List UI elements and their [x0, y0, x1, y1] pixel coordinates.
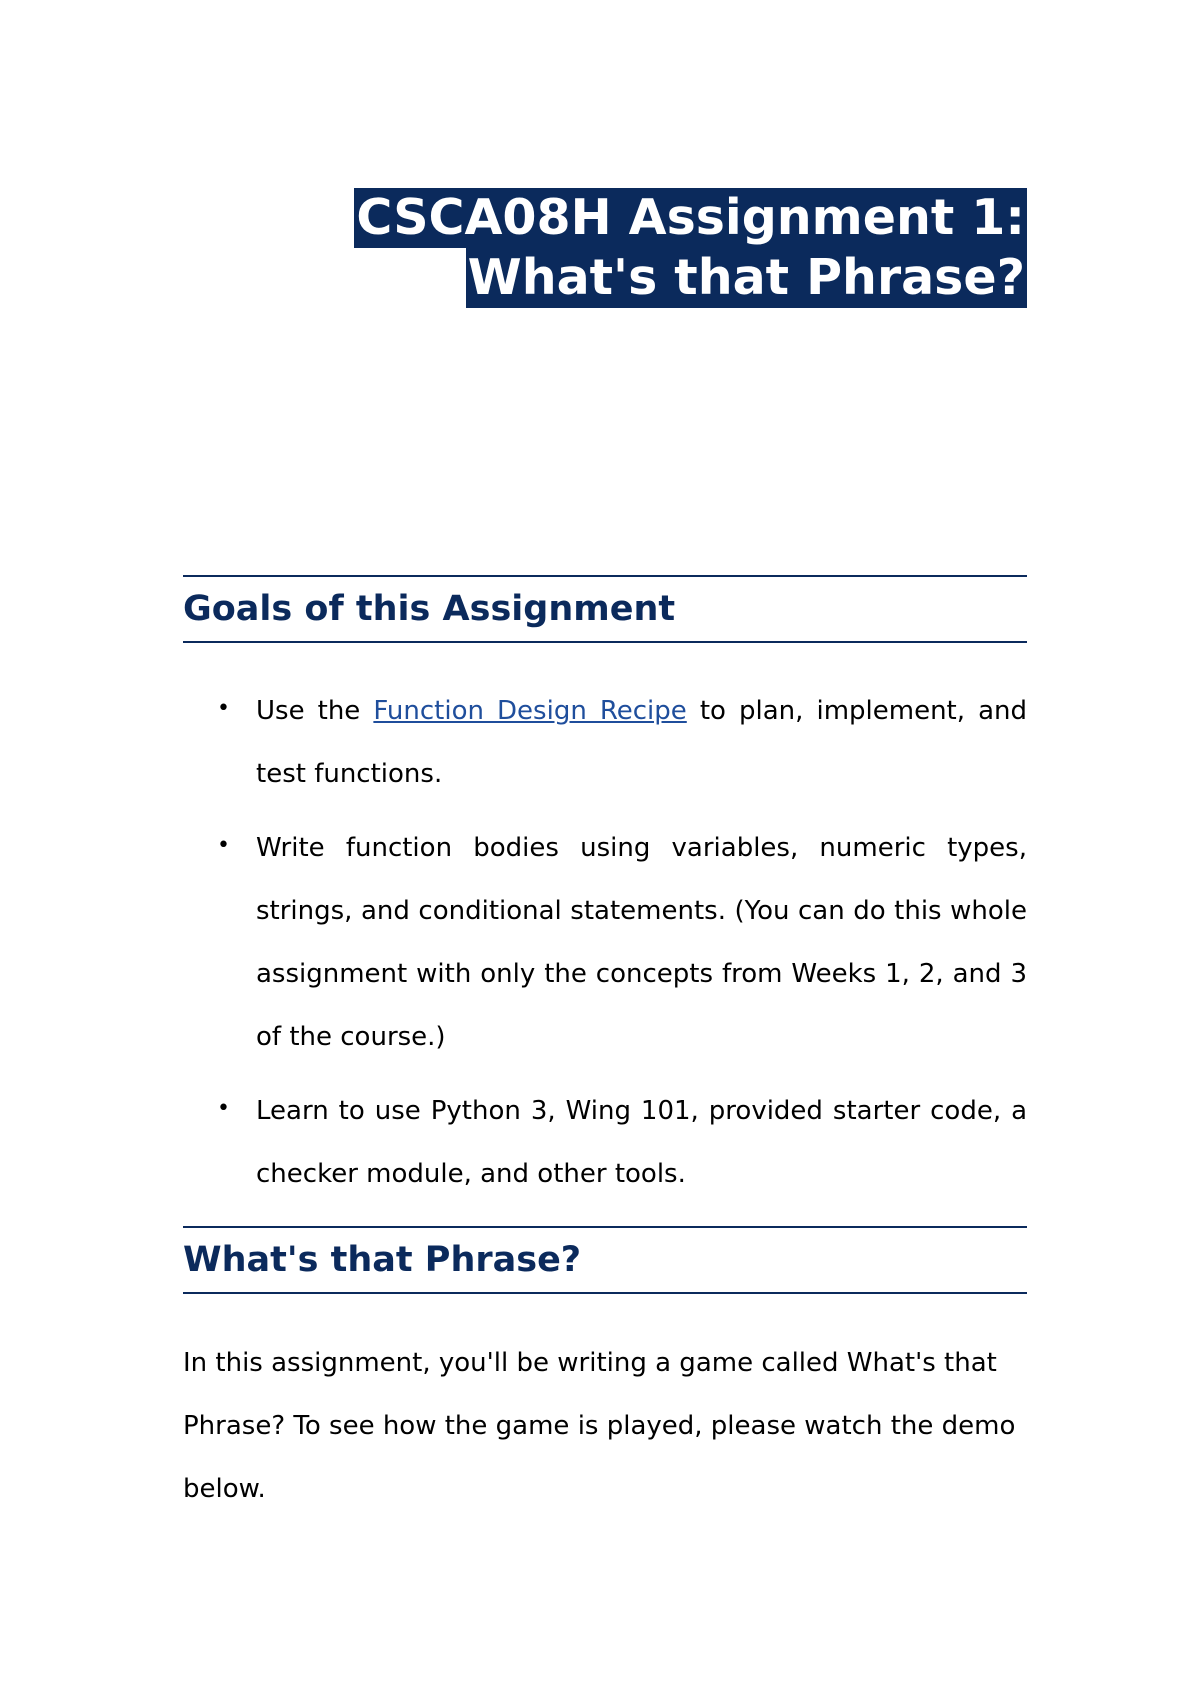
goal-text-after-link: to plan, implement, and test functions. — [256, 696, 1027, 789]
section-bottom-rule — [183, 1292, 1027, 1294]
list-item — [183, 817, 1027, 1069]
goal-text: Learn to use Python 3, Wing 101, provided starter code, a checker module, and other tools. — [256, 1096, 1027, 1189]
list-item — [183, 680, 1027, 806]
goals-section-header — [183, 575, 1027, 643]
goals-list — [183, 680, 1027, 1217]
phrase-section-header — [183, 1226, 1027, 1294]
document-page — [183, 0, 1027, 1698]
list-item — [183, 1080, 1027, 1206]
function-design-recipe-link[interactable]: Function Design Recipe — [373, 696, 687, 726]
bullet-icon: • — [217, 833, 230, 858]
bullet-icon: • — [217, 696, 230, 721]
title-line-2: What's that Phrase? — [467, 249, 1025, 306]
intro-paragraph: In this assignment, you'll be writing a game called What's that Phrase? To see how the game is played, please watch the demo below. — [183, 1348, 1016, 1504]
phrase-heading: What's that Phrase? — [183, 1240, 582, 1280]
goal-text: Write function bodies using variables, numeric types, strings, and conditional statements. (You can do this whole assignment with only the concepts from Weeks 1, 2, and 3 of the course.) — [256, 833, 1027, 1052]
section-bottom-rule — [183, 641, 1027, 643]
title-line-1: CSCA08H Assignment 1: — [356, 189, 1025, 246]
document-title — [354, 188, 1027, 308]
bullet-icon: • — [217, 1096, 230, 1121]
goals-heading: Goals of this Assignment — [183, 589, 676, 629]
goal-text-before-link: Use the — [256, 696, 374, 726]
